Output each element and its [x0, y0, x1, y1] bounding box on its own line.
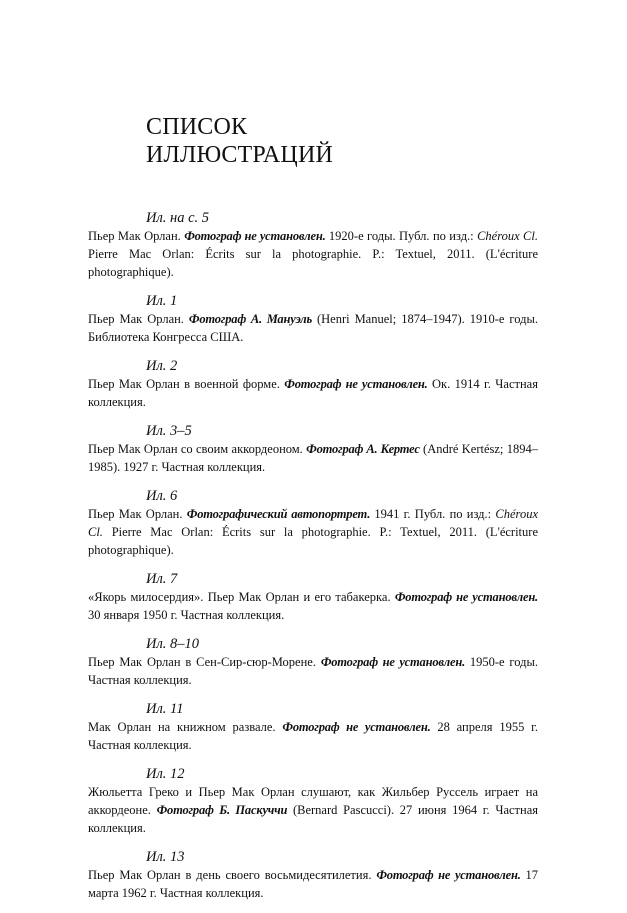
entry-photographer: Фотограф Б. Паскуччи — [156, 803, 288, 817]
entry-text-c: Pierre Mac Orlan: Écrits sur la photographie. P.: Textuel, 2011. (L'écriture photographique). — [88, 525, 538, 557]
entry-photographer: Фотограф не установлен. — [320, 655, 466, 669]
entry-text-b: (André Kertész; 1894–1985). 1927 г. Частная коллекция. — [88, 442, 538, 474]
entry-text — [88, 866, 538, 902]
entry-text-b: 1920-е годы. Публ. по изд.: — [325, 229, 478, 243]
list-item — [88, 765, 538, 837]
entry-text — [88, 588, 538, 624]
entry-italic-ref: Chéroux Cl. — [477, 229, 538, 243]
entry-text-b: 1950-е годы. Частная коллекция. — [88, 655, 538, 687]
illustration-list — [88, 209, 538, 913]
entry-photographer: Фотограф не установлен. — [282, 720, 431, 734]
entry-photographer: Фотографический автопортрет. — [186, 507, 371, 521]
entry-text-b: 28 апреля 1955 г. Частная коллекция. — [88, 720, 538, 752]
list-item — [88, 700, 538, 754]
entry-label: Ил. 1 — [146, 293, 178, 309]
entry-text-a: Пьер Мак Орлан в военной форме. — [88, 377, 285, 391]
entry-text-b: 30 января 1950 г. Частная коллекция. — [88, 608, 285, 622]
entry-text-a: Пьер Мак Орлан. — [88, 312, 189, 326]
entry-text — [88, 783, 538, 837]
entry-label: Ил. 13 — [146, 849, 185, 865]
entry-label: Ил. на с. 5 — [146, 210, 210, 226]
entry-text-b: 17 марта 1962 г. Частная коллекция. — [88, 868, 539, 900]
title-line-1: СПИСОК — [146, 114, 248, 140]
page-title — [146, 113, 333, 169]
entry-text-a: Пьер Мак Орлан. — [88, 507, 187, 521]
list-item — [88, 570, 538, 624]
title-line-2: ИЛЛЮСТРАЦИЙ — [146, 142, 334, 168]
entry-photographer: Фотограф не установлен. — [394, 590, 538, 604]
entry-text — [88, 227, 538, 281]
entry-text-a: Мак Орлан на книжном развале. — [88, 720, 283, 734]
entry-text — [88, 375, 538, 411]
entry-label: Ил. 8–10 — [146, 636, 200, 652]
entry-text — [88, 310, 538, 346]
entry-photographer: Фотограф не установлен. — [284, 377, 428, 391]
entry-label: Ил. 3–5 — [146, 423, 192, 439]
list-item — [88, 357, 538, 411]
entry-text-a: Пьер Мак Орлан. — [88, 229, 185, 243]
entry-text — [88, 653, 538, 689]
list-item — [88, 635, 538, 689]
entry-text — [88, 718, 538, 754]
entry-text-a: «Якорь милосердия». Пьер Мак Орлан и его табакерка. — [88, 590, 395, 604]
entry-text-c: Pierre Mac Orlan: Écrits sur la photographie. P.: Textuel, 2011. (L'écriture photographique). — [88, 247, 538, 279]
entry-text-b: 1941 г. Публ. по изд.: — [370, 507, 496, 521]
entry-photographer: Фотограф не установлен. — [376, 868, 521, 882]
list-item — [88, 422, 538, 476]
entry-text-a: Жюльетта Греко и Пьер Мак Орлан слушают, как Жильбер Руссель играет на аккордеоне. — [88, 785, 538, 817]
entry-italic-ref: Chéroux Cl. — [88, 507, 538, 539]
entry-text-b: Ок. 1914 г. Частная коллекция. — [88, 377, 538, 409]
entry-photographer: Фотограф А. Кертес — [306, 442, 420, 456]
entry-label: Ил. 11 — [146, 701, 184, 717]
entry-photographer: Фотограф не установлен. — [184, 229, 326, 243]
entry-text-a: Пьер Мак Орлан в Сен-Сир-сюр-Морене. — [88, 655, 321, 669]
entry-text — [88, 440, 538, 476]
list-item — [88, 848, 538, 902]
entry-label: Ил. 2 — [146, 358, 178, 374]
entry-text-a: Пьер Мак Орлан со своим аккордеоном. — [88, 442, 307, 456]
entry-text-a: Пьер Мак Орлан в день своего восьмидесятилетия. — [88, 868, 377, 882]
entry-text-b: (Henri Manuel; 1874–1947). 1910-е годы. Библиотека Конгресса США. — [88, 312, 538, 344]
entry-label: Ил. 6 — [146, 488, 178, 504]
entry-photographer: Фотограф А. Мануэль — [188, 312, 312, 326]
list-item — [88, 292, 538, 346]
entry-text-b: (Bernard Pascucci). 27 июня 1964 г. Частная коллекция. — [88, 803, 539, 835]
list-item — [88, 487, 538, 559]
entry-text — [88, 505, 538, 559]
list-item — [88, 209, 538, 281]
entry-label: Ил. 12 — [146, 766, 185, 782]
entry-label: Ил. 7 — [146, 571, 178, 587]
